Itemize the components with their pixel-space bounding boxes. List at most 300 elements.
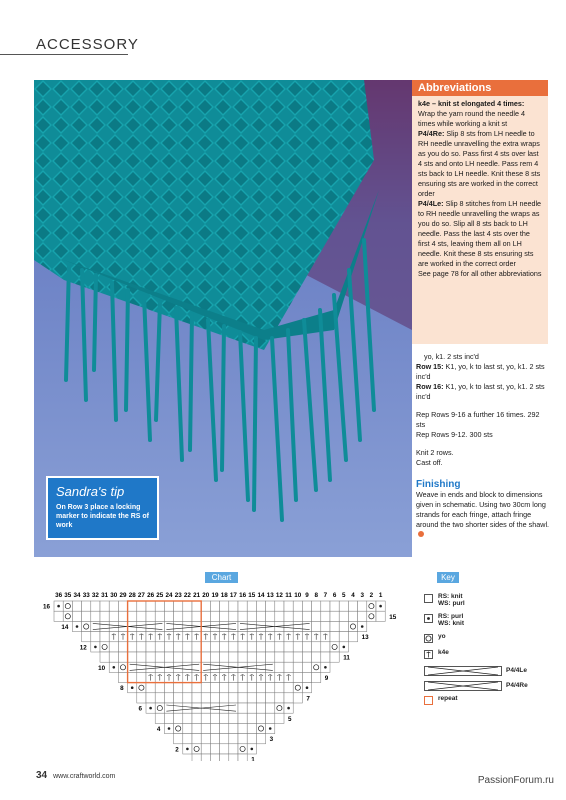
- chart-key: [422, 592, 552, 710]
- abbreviations-body: [412, 96, 548, 279]
- chart-cell: [220, 693, 229, 703]
- key-repeat: repeat: [422, 694, 552, 710]
- column-number: 8: [314, 592, 318, 599]
- chart-cell: [128, 662, 137, 672]
- chart-cell: [229, 693, 238, 703]
- chart-cell: [266, 683, 275, 693]
- chart-cell: [302, 652, 311, 662]
- chart-cell: [210, 734, 219, 744]
- column-number: 33: [82, 592, 90, 599]
- chart-cell: [192, 744, 201, 754]
- chart-cell: [312, 611, 321, 621]
- chart-cell: [82, 621, 91, 631]
- chart-cell: [321, 642, 330, 652]
- chart-cell: [284, 652, 293, 662]
- chart-cell: [247, 642, 256, 652]
- chart-cell: [100, 632, 109, 642]
- chart-cell: [312, 662, 321, 672]
- finishing-text: Weave in ends and block to dimensions given in schematic. Using two 30cm long strands for each fringe, attach fringe around the two shorter sides of the shawl.: [416, 490, 550, 540]
- chart-cell: [174, 611, 183, 621]
- chart-cell: [284, 611, 293, 621]
- chart-cell: [229, 652, 238, 662]
- pattern-rep-1: Rep Rows 9-16 a further 16 times. 292 sts: [416, 410, 540, 429]
- chart-cell: [137, 621, 146, 631]
- column-number: 27: [137, 592, 145, 599]
- row-number: 4: [156, 726, 161, 733]
- chart-cell: [82, 611, 91, 621]
- pattern-text: [416, 352, 550, 540]
- chart-cell: [312, 672, 321, 682]
- tip-body: On Row 3 place a locking marker to indicate the RS of work: [56, 504, 149, 529]
- chart-cell: [284, 642, 293, 652]
- chart-cell: [293, 662, 302, 672]
- column-number: 25: [156, 592, 164, 599]
- chart-cell: [155, 601, 164, 611]
- chart-cell: [164, 642, 173, 652]
- chart-cell: [256, 693, 265, 703]
- chart-cell: [293, 672, 302, 682]
- chart-cell: [210, 693, 219, 703]
- column-number: 17: [229, 592, 237, 599]
- k4e-icon: [424, 650, 433, 659]
- chart-cell: [201, 662, 210, 672]
- chart-cell: [183, 621, 192, 631]
- chart-cell: [256, 642, 265, 652]
- chart-cell: [220, 713, 229, 723]
- chart-cell: [201, 683, 210, 693]
- repeat-icon: [424, 696, 433, 705]
- column-number: 32: [91, 592, 99, 599]
- chart-cell: [266, 713, 275, 723]
- p4-4le-icon: [424, 666, 502, 676]
- chart-cell: [137, 642, 146, 652]
- chart-cell: [201, 693, 210, 703]
- chart-cell: [137, 601, 146, 611]
- chart-cell: [275, 662, 284, 672]
- purl-icon: [76, 625, 79, 628]
- chart-cell: [146, 693, 155, 703]
- chart-cell: [229, 723, 238, 733]
- p4-4re-icon: [424, 681, 502, 691]
- chart-cell: [100, 601, 109, 611]
- purl-icon: [424, 614, 433, 623]
- chart-cell: [293, 652, 302, 662]
- chart-cell: [146, 662, 155, 672]
- row-number: 13: [361, 634, 369, 642]
- chart-cell: [256, 611, 265, 621]
- chart-cell: [275, 652, 284, 662]
- section-rule: [0, 54, 128, 55]
- purl-icon: [361, 625, 364, 628]
- chart-cell: [201, 744, 210, 754]
- purl-icon: [324, 666, 327, 669]
- chart-cell: [210, 683, 219, 693]
- chart-cell: [220, 642, 229, 652]
- chart-cell: [284, 621, 293, 631]
- section-title: ACCESSORY: [36, 36, 139, 53]
- chart-cell: [247, 683, 256, 693]
- chart-cell: [256, 713, 265, 723]
- chart-cell: [302, 642, 311, 652]
- row-number: 5: [288, 715, 292, 723]
- chart-cell: [109, 601, 118, 611]
- chart-cell: [192, 713, 201, 723]
- purl-icon: [306, 686, 309, 689]
- column-number: 5: [342, 592, 346, 599]
- chart-cell: [183, 703, 192, 713]
- chart-cell: [275, 642, 284, 652]
- chart-cell: [201, 601, 210, 611]
- row-number: 7: [306, 695, 310, 703]
- chart-cell: [348, 601, 357, 611]
- column-number: 29: [119, 592, 127, 599]
- chart-cell: [109, 621, 118, 631]
- chart-cell: [247, 693, 256, 703]
- key-purl: RS: purl WS: knit: [422, 612, 552, 632]
- abbr-item: P4/4Le: Slip 8 stitches from LH needle to RH needle unravelling the wraps as you do so. Slip all 8 sts back to LH needle. Pass the last 4 sts over the first 4 sts, leaving them all on LH needle. Knit these 8 sts ensuring sts are worked in the correct order: [418, 199, 542, 268]
- column-number: 14: [257, 592, 265, 599]
- chart-cell: [238, 703, 247, 713]
- purl-icon: [149, 707, 152, 710]
- chart-cell: [192, 601, 201, 611]
- column-number: 9: [305, 592, 309, 599]
- chart-cell: [201, 713, 210, 723]
- purl-icon: [113, 666, 116, 669]
- chart-cell: [183, 662, 192, 672]
- chart-cell: [63, 601, 72, 611]
- chart-cell: [247, 601, 256, 611]
- chart-cell: [118, 662, 127, 672]
- chart-cell: [229, 621, 238, 631]
- abbreviations-box: [412, 80, 548, 344]
- chart-cell: [220, 611, 229, 621]
- chart-cell: [146, 621, 155, 631]
- chart-cell: [293, 601, 302, 611]
- chart-cell: [137, 672, 146, 682]
- chart-cell: [164, 683, 173, 693]
- chart-cell: [118, 672, 127, 682]
- column-number: 12: [275, 592, 283, 599]
- chart-cell: [302, 672, 311, 682]
- chart-cell: [220, 744, 229, 754]
- chart-cell: [210, 611, 219, 621]
- chart-cell: [183, 693, 192, 703]
- chart-cell: [330, 632, 339, 642]
- chart-cell: [164, 652, 173, 662]
- chart-cell: [210, 642, 219, 652]
- chart-cell: [137, 662, 146, 672]
- column-number: 31: [101, 592, 109, 599]
- chart-cell: [201, 652, 210, 662]
- chart-cell: [210, 703, 219, 713]
- chart-cell: [137, 652, 146, 662]
- chart-cell: [146, 642, 155, 652]
- chart-cell: [293, 693, 302, 703]
- chart-cell: [238, 601, 247, 611]
- chart-cell: [220, 621, 229, 631]
- chart-cell: [137, 693, 146, 703]
- chart-cell: [91, 601, 100, 611]
- chart-cell: [266, 662, 275, 672]
- chart-cell: [174, 703, 183, 713]
- pattern-rep-2: Rep Rows 9-12. 300 sts: [416, 430, 493, 439]
- chart-cell: [275, 703, 284, 713]
- column-number: 36: [55, 592, 63, 599]
- row-number: 12: [79, 644, 87, 652]
- finishing-heading: Finishing: [416, 479, 461, 490]
- chart-cell: [284, 662, 293, 672]
- chart-cell: [238, 621, 247, 631]
- chart-cell: [238, 642, 247, 652]
- end-dot-icon: [418, 531, 424, 537]
- column-number: 15: [248, 592, 256, 599]
- chart-cell: [238, 734, 247, 744]
- chart-cell: [174, 723, 183, 733]
- chart-cell: [302, 611, 311, 621]
- chart-cell: [312, 652, 321, 662]
- column-number: 30: [110, 592, 118, 599]
- chart-cell: [321, 611, 330, 621]
- chart-cell: [109, 652, 118, 662]
- purl-icon: [168, 727, 171, 730]
- chart-cell: [146, 683, 155, 693]
- chart-cell: [284, 693, 293, 703]
- chart-cell: [256, 601, 265, 611]
- chart-cell: [229, 601, 238, 611]
- chart-cell: [266, 642, 275, 652]
- chart-cell: [210, 601, 219, 611]
- chart-cell: [128, 642, 137, 652]
- chart-cell: [339, 621, 348, 631]
- chart-cell: [229, 703, 238, 713]
- chart-cell: [247, 723, 256, 733]
- chart-cell: [238, 723, 247, 733]
- column-number: 7: [323, 592, 328, 599]
- chart-cell: [238, 611, 247, 621]
- column-number: 28: [128, 592, 136, 599]
- chart-cell: [109, 642, 118, 652]
- chart-cell: [321, 652, 330, 662]
- chart-cell: [330, 611, 339, 621]
- chart-cell: [330, 621, 339, 631]
- chart-cell: [164, 611, 173, 621]
- chart-cell: [256, 703, 265, 713]
- abbr-item: P4/4Re: Slip 8 sts from LH needle to RH needle unravelling the extra wraps as you do so. Pass first 4 sts over last 4 sts and onto LH needle. Pass rem 4 sts back to LH needle. Knit these 8 sts ensuring sts are worked in the correct order: [418, 129, 541, 198]
- chart-cell: [266, 601, 275, 611]
- chart-cell: [183, 723, 192, 733]
- chart-cell: [109, 611, 118, 621]
- chart-cell: [321, 621, 330, 631]
- chart-cell: [201, 734, 210, 744]
- chart-cell: [312, 642, 321, 652]
- row-number: 14: [61, 624, 69, 631]
- chart-cell: [220, 734, 229, 744]
- chart-cell: [229, 642, 238, 652]
- chart-cell: [229, 734, 238, 744]
- chart-cell: [348, 611, 357, 621]
- key-yo: yo: [422, 632, 552, 648]
- purl-icon: [343, 646, 346, 649]
- row-number: 1: [251, 756, 255, 761]
- chart-cell: [266, 652, 275, 662]
- chart-cell: [229, 744, 238, 754]
- column-number: 18: [220, 592, 228, 599]
- column-number: 3: [360, 592, 364, 599]
- chart-grid: [34, 589, 414, 761]
- sandras-tip-box: [46, 476, 159, 540]
- chart-cell: [72, 611, 81, 621]
- chart-cell: [174, 734, 183, 744]
- column-number: 26: [147, 592, 155, 599]
- row-number: 6: [138, 705, 142, 713]
- chart-cell: [164, 703, 173, 713]
- chart-cell: [192, 683, 201, 693]
- chart-cell: [256, 683, 265, 693]
- chart-cell: [128, 672, 137, 682]
- chart-cell: [302, 662, 311, 672]
- chart-cell: [247, 713, 256, 723]
- purl-icon: [186, 748, 189, 751]
- chart-cell: [266, 703, 275, 713]
- chart-cell: [266, 611, 275, 621]
- chart-cell: [155, 693, 164, 703]
- chart-cell: [238, 713, 247, 723]
- pattern-row-16: Row 16: K1, yo, k to last st, yo, k1. 2 sts inc'd: [416, 382, 545, 401]
- column-number: 11: [285, 592, 292, 599]
- chart-cell: [339, 611, 348, 621]
- purl-icon: [287, 707, 290, 710]
- chart-cell: [256, 621, 265, 631]
- chart-cell: [238, 683, 247, 693]
- row-number: 16: [42, 603, 50, 611]
- chart-cell: [174, 683, 183, 693]
- row-number: 9: [324, 675, 329, 682]
- chart-cell: [91, 611, 100, 621]
- knit-icon: [424, 594, 433, 603]
- row-number: 2: [175, 746, 179, 754]
- chart-cell: [247, 703, 256, 713]
- chart-cell: [174, 693, 183, 703]
- chart-cell: [183, 601, 192, 611]
- column-number: 13: [266, 592, 274, 599]
- chart-cell: [275, 693, 284, 703]
- chart-cell: [220, 662, 229, 672]
- chart-cell: [201, 723, 210, 733]
- chart-cell: [247, 611, 256, 621]
- chart-cell: [155, 652, 164, 662]
- chart-cell: [220, 723, 229, 733]
- column-number: 34: [73, 592, 81, 599]
- chart-cell: [192, 642, 201, 652]
- chart-cell: [367, 611, 376, 621]
- row-number: 11: [343, 654, 350, 662]
- chart-cell: [210, 713, 219, 723]
- column-number: 19: [211, 592, 219, 599]
- chart-cell: [192, 754, 201, 761]
- chart-cell: [100, 621, 109, 631]
- chart-cell: [247, 734, 256, 744]
- chart-cell: [174, 642, 183, 652]
- pattern-row-15: Row 15: K1, yo, k to last st, yo, k1. 2 sts inc'd: [416, 362, 545, 381]
- chart-cell: [284, 683, 293, 693]
- chart-cell: [164, 601, 173, 611]
- pattern-line: yo, k1. 2 sts inc'd: [424, 352, 479, 361]
- key-label: Key: [437, 572, 459, 583]
- chart-cell: [137, 611, 146, 621]
- yo-icon: [424, 634, 433, 643]
- chart-cell: [146, 601, 155, 611]
- chart-cell: [155, 642, 164, 652]
- chart-cell: [54, 611, 63, 621]
- chart-cell: [210, 723, 219, 733]
- chart-cell: [155, 703, 164, 713]
- chart-cell: [128, 601, 137, 611]
- chart-cell: [220, 683, 229, 693]
- column-number: 23: [174, 592, 182, 599]
- purl-icon: [57, 605, 60, 608]
- chart-cell: [256, 723, 265, 733]
- chart-cell: [229, 713, 238, 723]
- column-number: 10: [294, 592, 302, 599]
- chart-cell: [82, 601, 91, 611]
- chart-cell: [348, 632, 357, 642]
- footer: [36, 770, 115, 781]
- chart-cell: [275, 611, 284, 621]
- chart-cell: [220, 703, 229, 713]
- chart-cell: [229, 611, 238, 621]
- chart-cell: [229, 754, 238, 761]
- abbr-item: See page 78 for all other abbreviations: [418, 269, 542, 278]
- chart-cell: [155, 611, 164, 621]
- chart-cell: [238, 652, 247, 662]
- column-number: 35: [64, 592, 72, 599]
- chart-cell: [146, 611, 155, 621]
- column-number: 24: [165, 592, 173, 599]
- chart-cell: [293, 683, 302, 693]
- chart-cell: [72, 601, 81, 611]
- chart-cell: [284, 601, 293, 611]
- chart-cell: [118, 611, 127, 621]
- chart-cell: [183, 652, 192, 662]
- chart-cell: [220, 601, 229, 611]
- chart-cell: [330, 601, 339, 611]
- chart-cell: [174, 652, 183, 662]
- chart-cell: [339, 632, 348, 642]
- chart-cell: [63, 611, 72, 621]
- key-k4e: k4e: [422, 648, 552, 664]
- chart-cell: [210, 621, 219, 631]
- pattern-knit: Knit 2 rows.: [416, 448, 454, 457]
- chart-cell: [128, 652, 137, 662]
- chart-cell: [302, 621, 311, 631]
- chart-cell: [164, 693, 173, 703]
- chart-cell: [275, 683, 284, 693]
- chart-cell: [256, 652, 265, 662]
- chart-cell: [321, 601, 330, 611]
- chart-cell: [247, 621, 256, 631]
- chart-cell: [192, 734, 201, 744]
- chart-cell: [275, 601, 284, 611]
- chart-cell: [146, 652, 155, 662]
- chart-cell: [118, 601, 127, 611]
- chart-cell: [210, 754, 219, 761]
- column-number: 16: [239, 592, 247, 599]
- chart-cell: [164, 621, 173, 631]
- abbreviations-heading: Abbreviations: [412, 80, 548, 96]
- purl-icon: [131, 686, 134, 689]
- chart-cell: [183, 683, 192, 693]
- chart-cell: [367, 601, 376, 611]
